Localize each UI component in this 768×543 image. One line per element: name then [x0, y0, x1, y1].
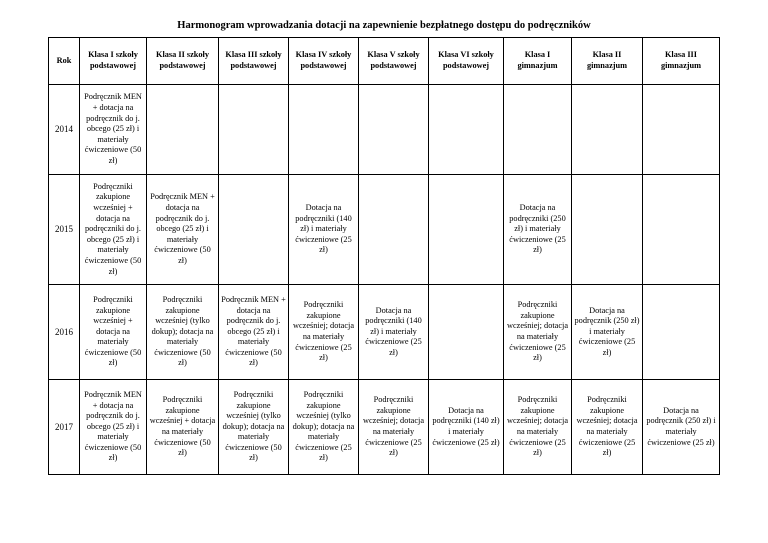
table-cell: Podręcznik MEN + dotacja na podręcznik do j. obcego (25 zł) i materiały ćwiczeniowe (50 zł) — [80, 380, 147, 475]
table-cell — [359, 85, 429, 175]
table-cell: Podręczniki zakupione wcześniej; dotacja na materiały ćwiczeniowe (25 zł) — [289, 285, 359, 380]
table-cell: Podręcznik MEN + dotacja na podręcznik do j. obcego (25 zł) i materiały ćwiczeniowe (50 zł) — [147, 175, 219, 285]
header-klasa-6-sp: Klasa VI szkoły podstawowej — [429, 38, 504, 85]
table-cell: Podręcznik MEN + dotacja na podręcznik do j. obcego (25 zł) i materiały ćwiczeniowe (50 zł) — [80, 85, 147, 175]
table-cell — [643, 175, 720, 285]
table-cell: Podręczniki zakupione wcześniej (tylko dokup); dotacja na materiały ćwiczeniowe (25 zł) — [289, 380, 359, 475]
page-title: Harmonogram wprowadzania dotacji na zapewnienie bezpłatnego dostępu do podręczników — [177, 20, 591, 31]
table-cell — [359, 175, 429, 285]
year-cell: 2016 — [49, 285, 80, 380]
table-cell — [289, 85, 359, 175]
table-cell: Dotacja na podręczniki (140 zł) i materiały ćwiczeniowe (25 zł) — [359, 285, 429, 380]
header-klasa-2-sp: Klasa II szkoły podstawowej — [147, 38, 219, 85]
table-cell — [504, 85, 572, 175]
table-cell — [429, 285, 504, 380]
header-klasa-4-sp: Klasa IV szkoły podstawowej — [289, 38, 359, 85]
table-cell — [429, 175, 504, 285]
table-cell — [147, 85, 219, 175]
table-cell — [643, 285, 720, 380]
table-cell — [429, 85, 504, 175]
table-cell: Podręcznik MEN + dotacja na podręcznik do j. obcego (25 zł) i materiały ćwiczeniowe (50 zł) — [219, 285, 289, 380]
table-cell: Podręczniki zakupione wcześniej + dotacja na materiały ćwiczeniowe (50 zł) — [147, 380, 219, 475]
table-cell: Podręczniki zakupione wcześniej (tylko dokup); dotacja na materiały ćwiczeniowe (50 zł) — [219, 380, 289, 475]
header-klasa-2-gim: Klasa II gimnazjum — [572, 38, 643, 85]
header-klasa-3-gim: Klasa III gimnazjum — [643, 38, 720, 85]
table-row — [49, 380, 720, 475]
table-cell: Podręczniki zakupione wcześniej + dotacja na podręczniki do j. obcego (25 zł) i materiały ćwiczeniowe (50 zł) — [80, 175, 147, 285]
table-cell — [572, 85, 643, 175]
header-row — [49, 38, 720, 85]
table-cell: Dotacja na podręcznik (250 zł) i materiały ćwiczeniowe (25 zł) — [643, 380, 720, 475]
table-cell: Podręczniki zakupione wcześniej; dotacja na materiały ćwiczeniowe (25 zł) — [504, 380, 572, 475]
year-cell: 2015 — [49, 175, 80, 285]
table-cell: Dotacja na podręczniki (140 zł) i materiały ćwiczeniowe (25 zł) — [289, 175, 359, 285]
table-cell: Podręczniki zakupione wcześniej; dotacja na materiały ćwiczeniowe (25 zł) — [572, 380, 643, 475]
header-klasa-5-sp: Klasa V szkoły podstawowej — [359, 38, 429, 85]
year-cell: 2017 — [49, 380, 80, 475]
table-cell — [219, 175, 289, 285]
schedule-table — [48, 37, 720, 475]
table-cell: Dotacja na podręcznik (250 zł) i materiały ćwiczeniowe (25 zł) — [572, 285, 643, 380]
table-cell: Podręczniki zakupione wcześniej + dotacja na materiały ćwiczeniowe (50 zł) — [80, 285, 147, 380]
header-klasa-1-sp: Klasa I szkoły podstawowej — [80, 38, 147, 85]
year-cell: 2014 — [49, 85, 80, 175]
header-rok: Rok — [49, 38, 80, 85]
table-cell — [219, 85, 289, 175]
header-klasa-3-sp: Klasa III szkoły podstawowej — [219, 38, 289, 85]
table-cell: Podręczniki zakupione wcześniej; dotacja na materiały ćwiczeniowe (25 zł) — [359, 380, 429, 475]
table-cell — [643, 85, 720, 175]
table-cell: Podręczniki zakupione wcześniej (tylko dokup); dotacja na materiały ćwiczeniowe (50 zł) — [147, 285, 219, 380]
table-cell — [572, 175, 643, 285]
table-row — [49, 285, 720, 380]
table-cell: Dotacja na podręczniki (140 zł) i materiały ćwiczeniowe (25 zł) — [429, 380, 504, 475]
table-cell: Dotacja na podręczniki (250 zł) i materiały ćwiczeniowe (25 zł) — [504, 175, 572, 285]
table-cell: Podręczniki zakupione wcześniej; dotacja na materiały ćwiczeniowe (25 zł) — [504, 285, 572, 380]
header-klasa-1-gim: Klasa I gimnazjum — [504, 38, 572, 85]
table-row — [49, 175, 720, 285]
table-row — [49, 85, 720, 175]
